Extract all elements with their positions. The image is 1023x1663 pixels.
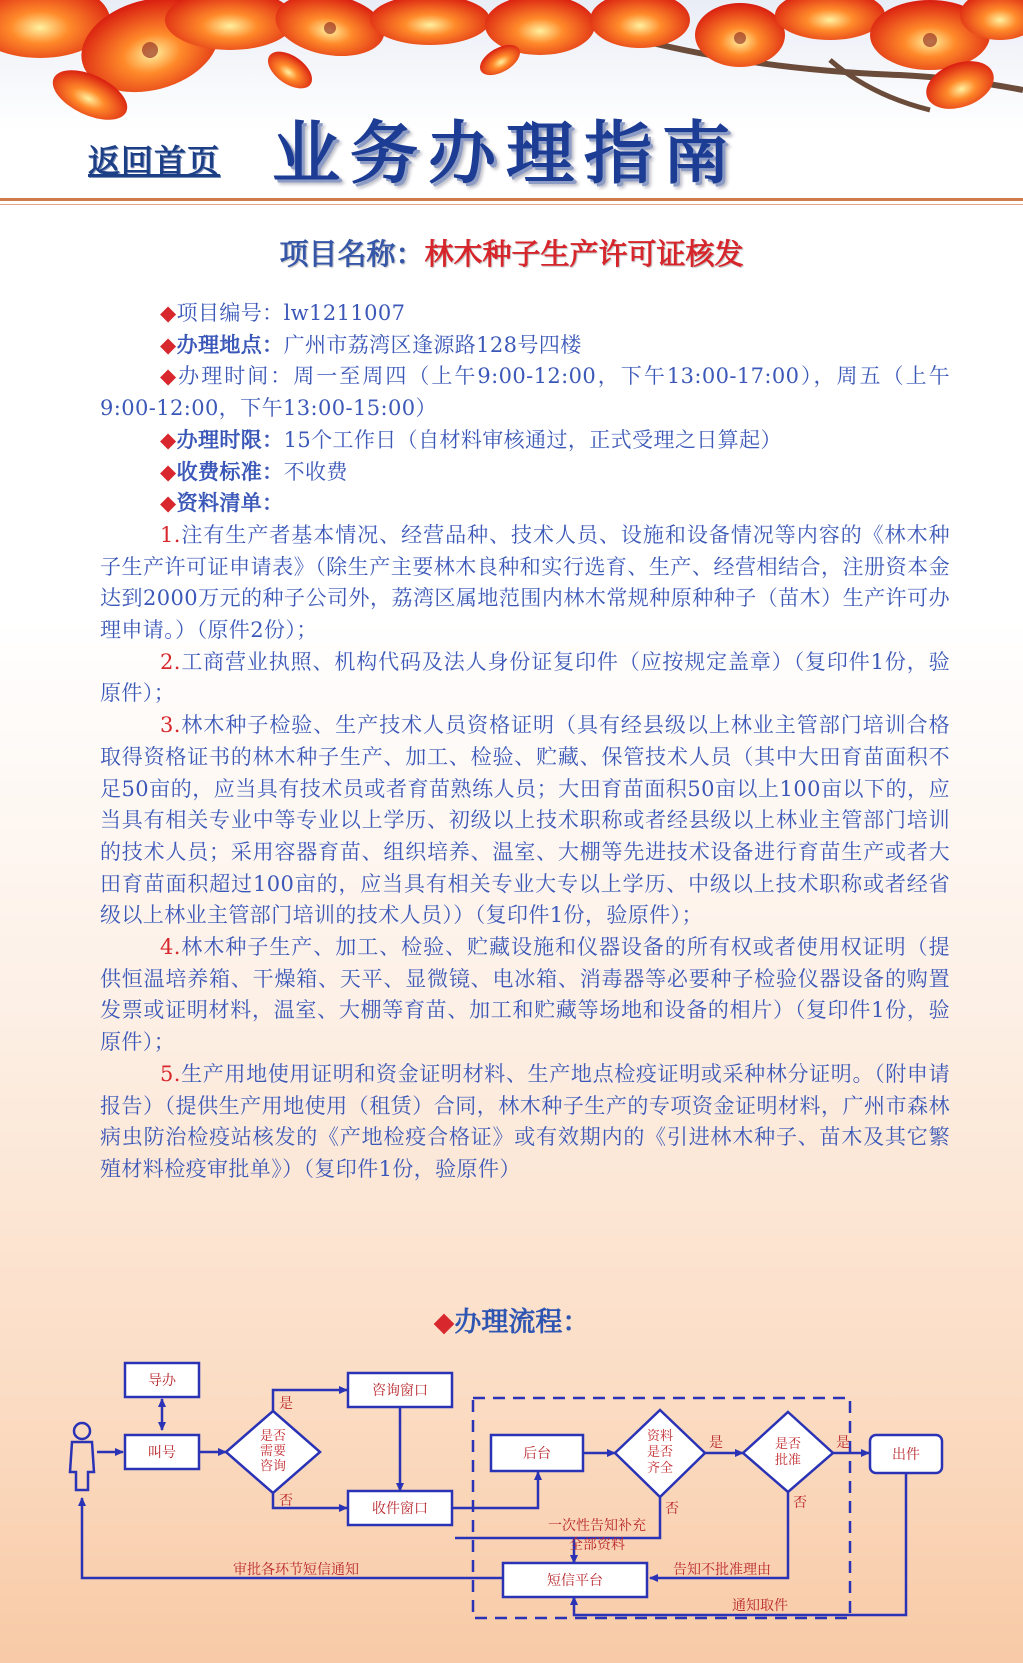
material-text: 生产用地使用证明和资金证明材料、生产地点检疫证明或采种林分证明。（附申请报告）（提供生产用地使用（租赁）合同，林木种子生产的专项资金证明材料，广州市森林病虫防治检疫站核发的《产地检疫合格证》或有效期内的《引进林木种子、苗木及其它繁殖材料检疫审批单》）（复印件1份，验原件）	[100, 1061, 950, 1181]
detail-value: 15个工作日（自材料审核通过，正式受理之日算起）	[283, 427, 782, 452]
diamond-bullet-icon: ◆	[160, 332, 177, 357]
process-title-text: 办理流程：	[454, 1307, 590, 1338]
header-divider	[0, 198, 1023, 201]
approve-line: 批准	[774, 1453, 802, 1468]
home-link[interactable]: 返回首页	[88, 142, 221, 180]
diamond-bullet-icon: ◆	[160, 364, 179, 389]
backend-label: 后台	[523, 1446, 551, 1462]
yes-label: 是	[709, 1435, 723, 1451]
material-number: 1.	[160, 522, 181, 547]
detail-value: 广州市荔湾区逢源路128号四楼	[283, 332, 582, 357]
detail-fee	[100, 457, 950, 489]
notify-once-label: 全部资料	[569, 1537, 625, 1553]
detail-label: 资料清单：	[176, 491, 284, 516]
detail-label: 办理地点：	[176, 332, 284, 357]
material-number: 4.	[160, 935, 181, 960]
project-label: 项目名称：	[279, 237, 425, 271]
detail-location	[100, 330, 950, 362]
material-item	[100, 932, 950, 1059]
consult-decision-line: 咨询	[259, 1459, 287, 1474]
yes-label: 是	[836, 1435, 850, 1451]
project-heading	[0, 232, 1023, 273]
detail-label: 办理时间：	[178, 364, 294, 389]
reject-notify-label: 告知不批准理由	[673, 1562, 771, 1578]
no-label: 否	[665, 1501, 679, 1517]
material-item	[100, 1059, 950, 1186]
notify-once-label: 一次性告知补充	[548, 1518, 646, 1534]
detail-time-limit	[100, 425, 950, 457]
applicant-person-icon	[70, 1423, 94, 1490]
material-text: 林木种子检验、生产技术人员资格证明（具有经县级以上林业主管部门培训合格取得资格证书的林木种子生产、加工、检验、贮藏、保管技术人员（其中大田育苗面积不足50亩的，应当具有技术员或者育苗熟练人员；大田育苗面积50亩以上100亩以下的，应当具有相关专业中等专业以上学历、初级以上技术职称或者经县级以上林业主管部门培训的技术人员；采用容器育苗、组织培养、温室、大棚等先进技术设备进行育苗生产或者大田育苗面积超过100亩的，应当具有相关专业大专以上学历、中级以上技术职称或者经省级以上林业主管部门培训的技术人员））（复印件1份，验原件）；	[100, 713, 950, 928]
diamond-bullet-icon: ◆	[160, 491, 177, 516]
material-item	[100, 647, 950, 710]
detail-label: 项目编号：	[176, 301, 284, 325]
diamond-bullet-icon: ◆	[160, 301, 177, 325]
issue-label: 出件	[892, 1447, 920, 1463]
arrow-receive-to-backend	[452, 1472, 538, 1508]
material-number: 5.	[160, 1061, 181, 1086]
no-label: 否	[279, 1493, 293, 1509]
process-flowchart	[0, 1340, 1023, 1640]
detail-label: 办理时限：	[176, 427, 284, 452]
materials-complete-line: 齐全	[646, 1461, 674, 1476]
material-item	[100, 520, 950, 647]
detail-materials-heading	[100, 488, 950, 520]
page-title: 业务办理指南	[272, 114, 741, 194]
material-text: 工商营业执照、机构代码及法人身份证复印件（应按规定盖章）（复印件1份，验原件）；	[100, 649, 950, 706]
material-number: 2.	[160, 649, 181, 674]
detail-value: lw1211007	[283, 301, 406, 325]
detail-value: 不收费	[283, 459, 348, 484]
materials-complete-line: 是否	[646, 1445, 674, 1460]
material-number: 3.	[160, 713, 181, 738]
detail-label: 收费标准：	[176, 459, 284, 484]
diamond-bullet-icon: ◆	[160, 459, 177, 484]
sms-notify-label: 审批各环节短信通知	[233, 1562, 359, 1578]
call-number-label: 叫号	[148, 1445, 176, 1461]
materials-complete-line: 资料	[646, 1429, 674, 1444]
no-label: 否	[793, 1495, 807, 1511]
process-title	[0, 1300, 1023, 1339]
material-text: 林木种子生产、加工、检验、贮藏设施和仪器设备的所有权或者使用权证明（提供恒温培养箱、干燥箱、天平、显微镜、电冰箱、消毒器等必要种子检验仪器设备的购置发票或证明材料，温室、大棚等育苗、加工和贮藏等场地和设备的相片）（复印件1份，验原件）；	[100, 935, 950, 1055]
consult-decision-line: 需要	[259, 1444, 287, 1459]
sms-platform-label: 短信平台	[547, 1573, 603, 1589]
material-text: 注有生产者基本情况、经营品种、技术人员、设施和设备情况等内容的《林木种子生产许可证申请表》（除生产主要林木良种和实行选育、生产、经营相结合，注册资本金达到2000万元的种子公司外，荔湾区属地范围内林木常规种原种种子（苗木）生产许可办理申请。）（原件2份）；	[100, 522, 950, 643]
approve-decision	[743, 1412, 833, 1492]
approve-line: 是否	[774, 1437, 802, 1452]
header	[0, 0, 1023, 205]
receive-window-label: 收件窗口	[372, 1501, 428, 1517]
guide-content	[100, 298, 950, 1186]
consult-decision-line: 是否	[259, 1429, 287, 1444]
header-divider-thin	[0, 204, 1023, 205]
material-item	[100, 710, 950, 932]
diamond-bullet-icon: ◆	[160, 427, 177, 452]
consult-window-label: 咨询窗口	[372, 1383, 428, 1399]
diamond-bullet-icon: ◆	[433, 1307, 455, 1338]
detail-value: 周一至周四（上午9:00-12:00，下午13:00-17:00），周五（上午9:00-12:00，下午13:00-15:00）	[100, 364, 950, 421]
project-name: 林木种子生产许可证核发	[424, 237, 744, 271]
pickup-notify-label: 通知取件	[732, 1598, 788, 1614]
detail-hours	[100, 361, 950, 424]
guide-label: 导办	[148, 1373, 176, 1389]
detail-project-number	[100, 298, 950, 330]
yes-label: 是	[279, 1396, 293, 1412]
